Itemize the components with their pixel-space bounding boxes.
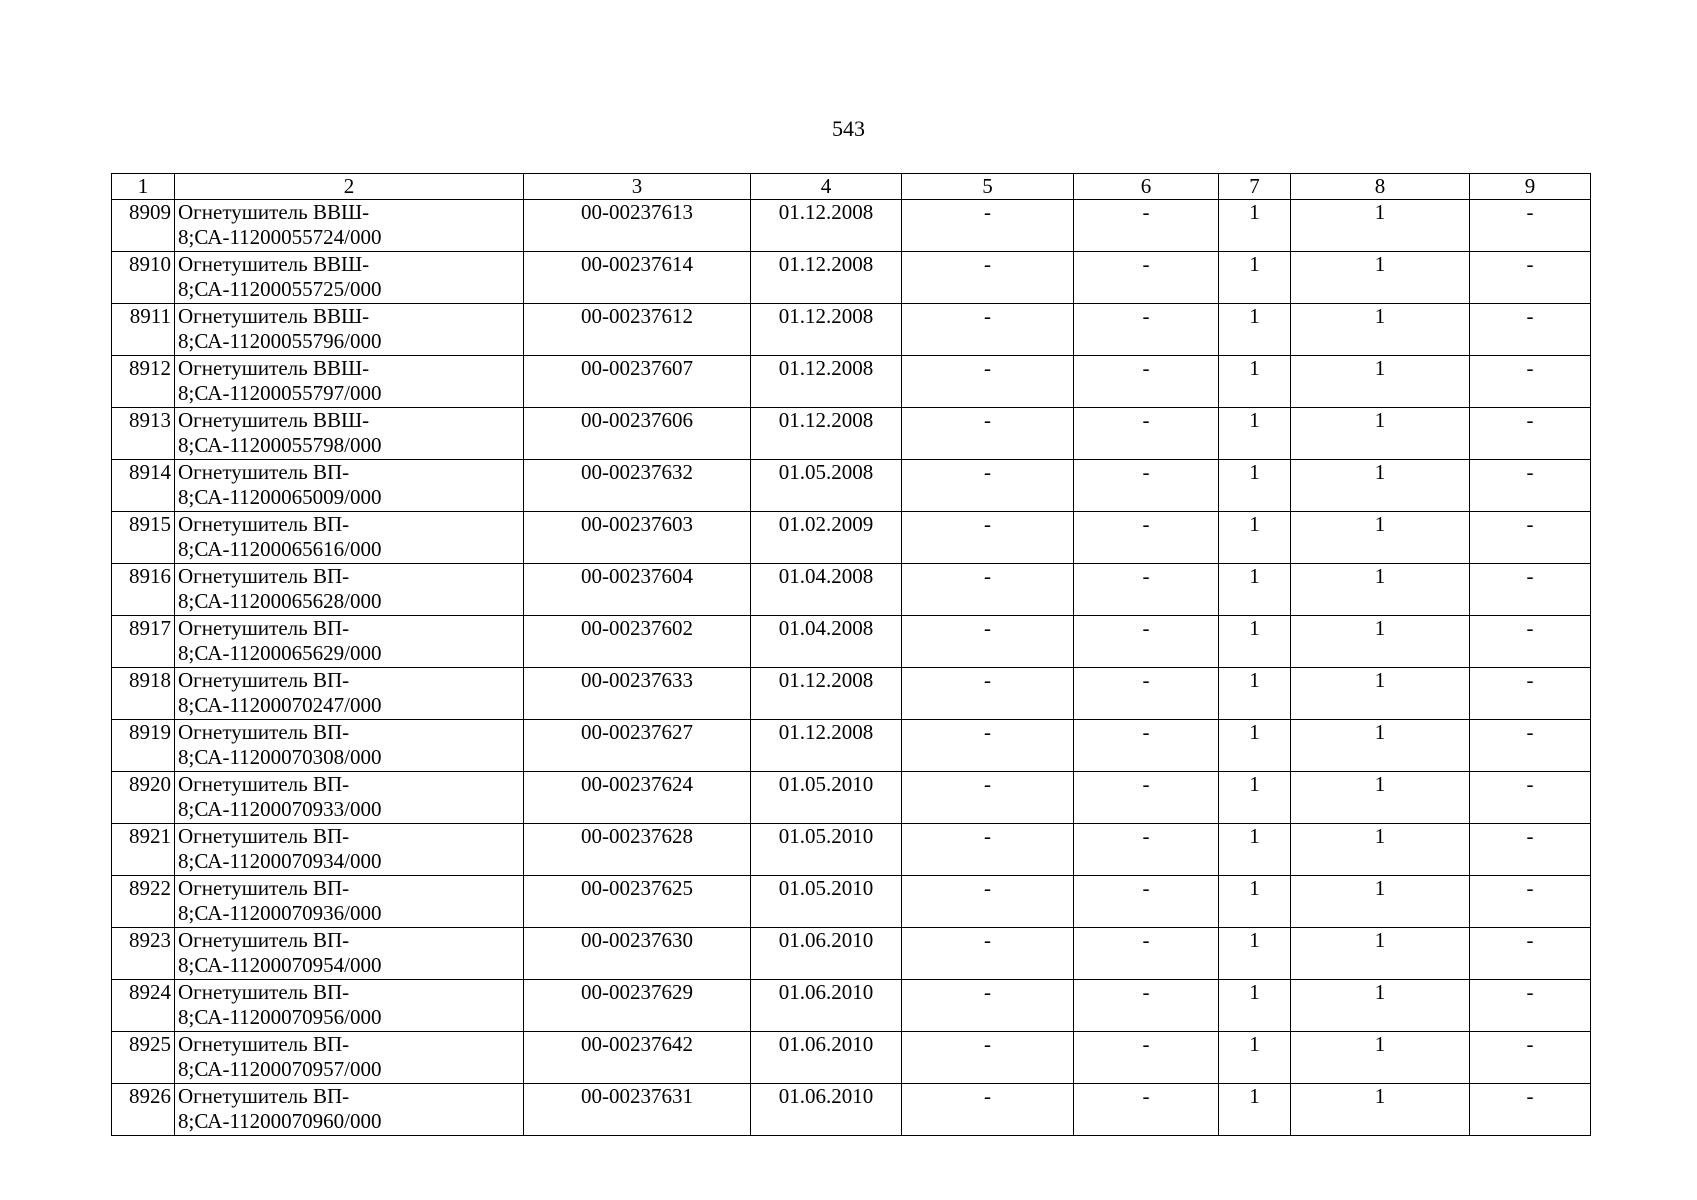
page-number: 543	[832, 116, 865, 141]
item-name-line-1: Огнетушитель ВП-	[178, 616, 350, 640]
column-6-cell: -	[1074, 980, 1219, 1032]
date-cell: 01.12.2008	[751, 304, 902, 356]
table-row	[112, 200, 1591, 252]
row-number-cell: 8914	[112, 460, 175, 512]
table-row	[112, 772, 1591, 824]
item-name-line-1: Огнетушитель ВП-	[178, 980, 350, 1004]
column-7-cell: 1	[1219, 720, 1291, 772]
column-5-cell: -	[902, 616, 1074, 668]
item-name-line-1: Огнетушитель ВП-	[178, 460, 350, 484]
column-9-cell: -	[1470, 304, 1591, 356]
header-row	[112, 174, 1591, 200]
column-7-cell: 1	[1219, 460, 1291, 512]
column-header-5: 5	[902, 174, 1074, 200]
table-row	[112, 252, 1591, 304]
item-name-line-1: Огнетушитель ВП-	[178, 564, 350, 588]
inventory-code-cell: 00-00237630	[524, 928, 751, 980]
inventory-code-cell: 00-00237604	[524, 564, 751, 616]
item-name-cell	[175, 928, 524, 980]
date-cell: 01.06.2010	[751, 928, 902, 980]
column-5-cell: -	[902, 824, 1074, 876]
row-number-cell: 8916	[112, 564, 175, 616]
column-9-cell: -	[1470, 200, 1591, 252]
column-5-cell: -	[902, 408, 1074, 460]
column-7-cell: 1	[1219, 408, 1291, 460]
column-9-cell: -	[1470, 668, 1591, 720]
column-5-cell: -	[902, 1032, 1074, 1084]
item-name-line-2: 8;СА-11200065009/000	[178, 485, 382, 509]
item-name-line-2: 8;СА-11200070936/000	[178, 901, 382, 925]
inventory-code-cell: 00-00237602	[524, 616, 751, 668]
column-header-8: 8	[1291, 174, 1470, 200]
item-name-cell	[175, 408, 524, 460]
item-name-line-2: 8;СА-11200055798/000	[178, 433, 382, 457]
row-number-cell: 8922	[112, 876, 175, 928]
column-8-cell: 1	[1291, 824, 1470, 876]
table-row	[112, 876, 1591, 928]
date-cell: 01.12.2008	[751, 356, 902, 408]
row-number-cell: 8910	[112, 252, 175, 304]
column-5-cell: -	[902, 772, 1074, 824]
column-6-cell: -	[1074, 772, 1219, 824]
column-6-cell: -	[1074, 876, 1219, 928]
column-header-2: 2	[175, 174, 524, 200]
column-6-cell: -	[1074, 616, 1219, 668]
inventory-code-cell: 00-00237628	[524, 824, 751, 876]
item-name-line-1: Огнетушитель ВП-	[178, 668, 350, 692]
date-cell: 01.06.2010	[751, 1084, 902, 1136]
table-row	[112, 668, 1591, 720]
column-7-cell: 1	[1219, 668, 1291, 720]
table-row	[112, 616, 1591, 668]
item-name-line-2: 8;СА-11200070247/000	[178, 693, 382, 717]
column-6-cell: -	[1074, 460, 1219, 512]
column-6-cell: -	[1074, 824, 1219, 876]
column-9-cell: -	[1470, 1032, 1591, 1084]
column-5-cell: -	[902, 1084, 1074, 1136]
column-8-cell: 1	[1291, 720, 1470, 772]
column-6-cell: -	[1074, 200, 1219, 252]
column-8-cell: 1	[1291, 668, 1470, 720]
column-9-cell: -	[1470, 876, 1591, 928]
column-8-cell: 1	[1291, 512, 1470, 564]
item-name-line-2: 8;СА-11200065616/000	[178, 537, 382, 561]
column-7-cell: 1	[1219, 564, 1291, 616]
column-7-cell: 1	[1219, 512, 1291, 564]
item-name-line-1: Огнетушитель ВП-	[178, 1032, 350, 1056]
item-name-cell	[175, 512, 524, 564]
column-9-cell: -	[1470, 980, 1591, 1032]
column-5-cell: -	[902, 512, 1074, 564]
column-5-cell: -	[902, 252, 1074, 304]
column-8-cell: 1	[1291, 408, 1470, 460]
column-header-9: 9	[1470, 174, 1591, 200]
row-number-cell: 8921	[112, 824, 175, 876]
inventory-code-cell: 00-00237614	[524, 252, 751, 304]
table-row	[112, 980, 1591, 1032]
column-8-cell: 1	[1291, 616, 1470, 668]
date-cell: 01.04.2008	[751, 616, 902, 668]
column-6-cell: -	[1074, 1032, 1219, 1084]
item-name-cell	[175, 304, 524, 356]
column-7-cell: 1	[1219, 200, 1291, 252]
item-name-line-2: 8;СА-11200070934/000	[178, 849, 382, 873]
table-row	[112, 1032, 1591, 1084]
item-name-cell	[175, 772, 524, 824]
item-name-cell	[175, 252, 524, 304]
item-name-line-1: Огнетушитель ВП-	[178, 824, 350, 848]
column-header-3: 3	[524, 174, 751, 200]
table-row	[112, 460, 1591, 512]
row-number-cell: 8918	[112, 668, 175, 720]
column-5-cell: -	[902, 200, 1074, 252]
row-number-cell: 8920	[112, 772, 175, 824]
item-name-line-1: Огнетушитель ВП-	[178, 720, 350, 744]
column-8-cell: 1	[1291, 564, 1470, 616]
column-9-cell: -	[1470, 564, 1591, 616]
column-9-cell: -	[1470, 512, 1591, 564]
item-name-cell	[175, 980, 524, 1032]
column-6-cell: -	[1074, 720, 1219, 772]
row-number-cell: 8925	[112, 1032, 175, 1084]
row-number-cell: 8923	[112, 928, 175, 980]
row-number-cell: 8924	[112, 980, 175, 1032]
column-header-1: 1	[112, 174, 175, 200]
column-8-cell: 1	[1291, 876, 1470, 928]
item-name-line-1: Огнетушитель ВП-	[178, 772, 350, 796]
table-row	[112, 356, 1591, 408]
item-name-line-1: Огнетушитель ВВШ-	[178, 408, 370, 432]
column-7-cell: 1	[1219, 876, 1291, 928]
item-name-line-2: 8;СА-11200065629/000	[178, 641, 382, 665]
inventory-code-cell: 00-00237607	[524, 356, 751, 408]
inventory-code-cell: 00-00237613	[524, 200, 751, 252]
column-9-cell: -	[1470, 356, 1591, 408]
column-header-6: 6	[1074, 174, 1219, 200]
column-9-cell: -	[1470, 824, 1591, 876]
column-8-cell: 1	[1291, 772, 1470, 824]
column-header-7: 7	[1219, 174, 1291, 200]
column-9-cell: -	[1470, 460, 1591, 512]
row-number-cell: 8913	[112, 408, 175, 460]
inventory-code-cell: 00-00237633	[524, 668, 751, 720]
column-6-cell: -	[1074, 564, 1219, 616]
column-7-cell: 1	[1219, 980, 1291, 1032]
column-header-4: 4	[751, 174, 902, 200]
inventory-code-cell: 00-00237624	[524, 772, 751, 824]
column-5-cell: -	[902, 304, 1074, 356]
table-body	[112, 200, 1591, 1136]
table-header	[112, 174, 1591, 200]
item-name-cell	[175, 200, 524, 252]
column-5-cell: -	[902, 720, 1074, 772]
item-name-line-1: Огнетушитель ВВШ-	[178, 252, 370, 276]
item-name-line-1: Огнетушитель ВВШ-	[178, 200, 370, 224]
row-number-cell: 8926	[112, 1084, 175, 1136]
item-name-line-2: 8;СА-11200070954/000	[178, 953, 382, 977]
column-6-cell: -	[1074, 356, 1219, 408]
column-5-cell: -	[902, 356, 1074, 408]
column-9-cell: -	[1470, 928, 1591, 980]
inventory-code-cell: 00-00237631	[524, 1084, 751, 1136]
column-7-cell: 1	[1219, 616, 1291, 668]
date-cell: 01.05.2010	[751, 824, 902, 876]
column-7-cell: 1	[1219, 928, 1291, 980]
column-9-cell: -	[1470, 408, 1591, 460]
column-8-cell: 1	[1291, 928, 1470, 980]
column-9-cell: -	[1470, 720, 1591, 772]
item-name-cell	[175, 1032, 524, 1084]
column-9-cell: -	[1470, 1084, 1591, 1136]
column-5-cell: -	[902, 460, 1074, 512]
date-cell: 01.12.2008	[751, 408, 902, 460]
column-8-cell: 1	[1291, 200, 1470, 252]
item-name-cell	[175, 720, 524, 772]
item-name-line-2: 8;СА-11200065628/000	[178, 589, 382, 613]
inventory-code-cell: 00-00237629	[524, 980, 751, 1032]
item-name-line-2: 8;СА-11200055797/000	[178, 381, 382, 405]
column-8-cell: 1	[1291, 460, 1470, 512]
date-cell: 01.12.2008	[751, 252, 902, 304]
date-cell: 01.05.2008	[751, 460, 902, 512]
row-number-cell: 8912	[112, 356, 175, 408]
column-6-cell: -	[1074, 252, 1219, 304]
date-cell: 01.12.2008	[751, 668, 902, 720]
inventory-code-cell: 00-00237625	[524, 876, 751, 928]
column-9-cell: -	[1470, 252, 1591, 304]
column-7-cell: 1	[1219, 304, 1291, 356]
date-cell: 01.12.2008	[751, 720, 902, 772]
column-6-cell: -	[1074, 304, 1219, 356]
table-row	[112, 408, 1591, 460]
column-9-cell: -	[1470, 772, 1591, 824]
inventory-code-cell: 00-00237606	[524, 408, 751, 460]
column-8-cell: 1	[1291, 980, 1470, 1032]
column-6-cell: -	[1074, 512, 1219, 564]
item-name-cell	[175, 668, 524, 720]
item-name-line-2: 8;СА-11200070960/000	[178, 1109, 382, 1133]
column-5-cell: -	[902, 876, 1074, 928]
table-row	[112, 720, 1591, 772]
table-row	[112, 304, 1591, 356]
column-5-cell: -	[902, 980, 1074, 1032]
table-row	[112, 564, 1591, 616]
column-8-cell: 1	[1291, 1084, 1470, 1136]
column-7-cell: 1	[1219, 1084, 1291, 1136]
item-name-cell	[175, 616, 524, 668]
row-number-cell: 8919	[112, 720, 175, 772]
table-row	[112, 1084, 1591, 1136]
date-cell: 01.05.2010	[751, 772, 902, 824]
item-name-cell	[175, 1084, 524, 1136]
column-6-cell: -	[1074, 928, 1219, 980]
date-cell: 01.05.2010	[751, 876, 902, 928]
inventory-code-cell: 00-00237642	[524, 1032, 751, 1084]
item-name-line-1: Огнетушитель ВП-	[178, 1084, 350, 1108]
item-name-line-1: Огнетушитель ВП-	[178, 928, 350, 952]
inventory-code-cell: 00-00237632	[524, 460, 751, 512]
column-8-cell: 1	[1291, 356, 1470, 408]
inventory-code-cell: 00-00237603	[524, 512, 751, 564]
row-number-cell: 8911	[112, 304, 175, 356]
column-7-cell: 1	[1219, 824, 1291, 876]
item-name-cell	[175, 564, 524, 616]
date-cell: 01.02.2009	[751, 512, 902, 564]
column-7-cell: 1	[1219, 772, 1291, 824]
row-number-cell: 8909	[112, 200, 175, 252]
item-name-cell	[175, 356, 524, 408]
column-6-cell: -	[1074, 408, 1219, 460]
date-cell: 01.06.2010	[751, 980, 902, 1032]
item-name-line-2: 8;СА-11200055724/000	[178, 225, 382, 249]
table-row	[112, 512, 1591, 564]
inventory-code-cell: 00-00237627	[524, 720, 751, 772]
inventory-table	[111, 173, 1591, 1136]
item-name-line-2: 8;СА-11200055796/000	[178, 329, 382, 353]
date-cell: 01.12.2008	[751, 200, 902, 252]
column-9-cell: -	[1470, 616, 1591, 668]
table-row	[112, 928, 1591, 980]
column-8-cell: 1	[1291, 304, 1470, 356]
item-name-line-1: Огнетушитель ВВШ-	[178, 304, 370, 328]
item-name-cell	[175, 824, 524, 876]
inventory-code-cell: 00-00237612	[524, 304, 751, 356]
column-7-cell: 1	[1219, 1032, 1291, 1084]
item-name-line-2: 8;СА-11200070957/000	[178, 1057, 382, 1081]
column-6-cell: -	[1074, 668, 1219, 720]
column-5-cell: -	[902, 928, 1074, 980]
item-name-cell	[175, 460, 524, 512]
date-cell: 01.04.2008	[751, 564, 902, 616]
column-6-cell: -	[1074, 1084, 1219, 1136]
item-name-line-2: 8;СА-11200055725/000	[178, 277, 382, 301]
column-5-cell: -	[902, 668, 1074, 720]
row-number-cell: 8917	[112, 616, 175, 668]
row-number-cell: 8915	[112, 512, 175, 564]
item-name-line-1: Огнетушитель ВВШ-	[178, 356, 370, 380]
item-name-cell	[175, 876, 524, 928]
item-name-line-1: Огнетушитель ВП-	[178, 876, 350, 900]
item-name-line-2: 8;СА-11200070956/000	[178, 1005, 382, 1029]
column-5-cell: -	[902, 564, 1074, 616]
column-7-cell: 1	[1219, 356, 1291, 408]
date-cell: 01.06.2010	[751, 1032, 902, 1084]
item-name-line-2: 8;СА-11200070308/000	[178, 745, 382, 769]
item-name-line-2: 8;СА-11200070933/000	[178, 797, 382, 821]
item-name-line-1: Огнетушитель ВП-	[178, 512, 350, 536]
column-7-cell: 1	[1219, 252, 1291, 304]
column-8-cell: 1	[1291, 1032, 1470, 1084]
table-row	[112, 824, 1591, 876]
column-8-cell: 1	[1291, 252, 1470, 304]
